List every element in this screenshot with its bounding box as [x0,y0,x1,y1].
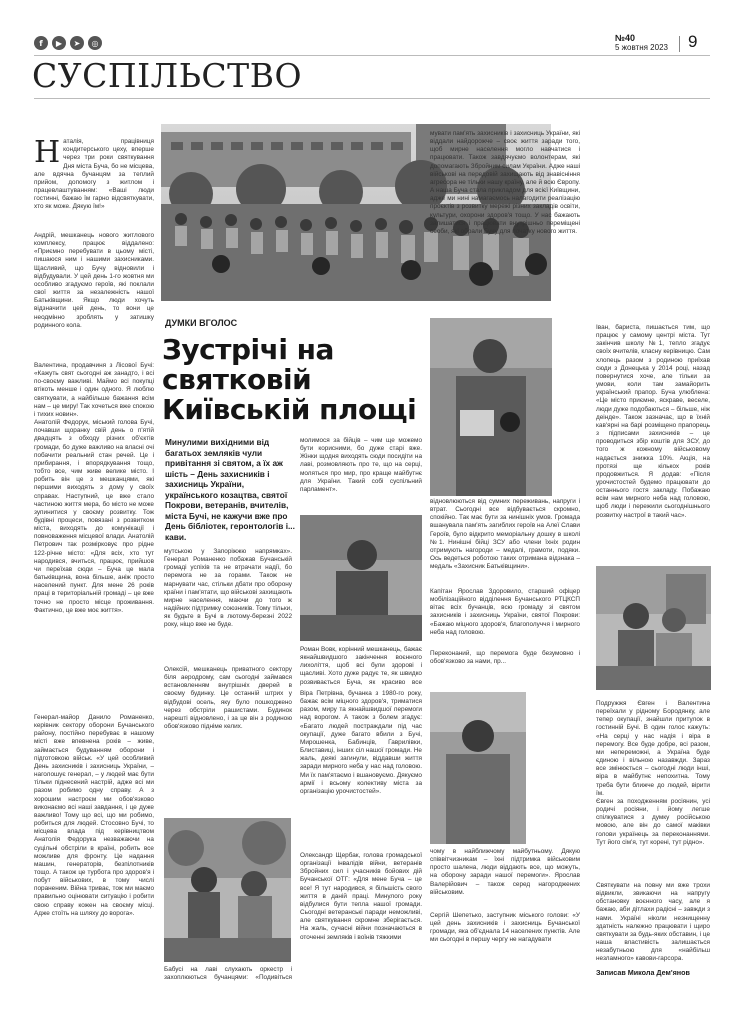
section-rule [34,98,710,99]
couple-photo [596,566,711,690]
column-1a [34,130,154,228]
column-4b: відновлюються від сумних переживань, напруги і втрат. Сьогодні все відбувається скромно, спокійно. Так має бути за нинішніх умов. Громада вшанувала пам'ять загиблих героїв на Алеї Слави Героїв, було відкрито меморіальну дошку в школі №1. Нинішні бійці ЗСУ або члени їхніх родин отримують нагороди – медалі, грамоти, подяки. Ось ведеться роботою таких отримана відзнака – медаль «Захисник Батьківщини». [430,498,580,571]
page-number: 9 [688,32,698,51]
column-2c: Бабусі на лаві слухають оркестр і захоплюються бучанцями: «Подивіться [164,966,292,982]
col1a-text: аталія, працівниця кондитерського цеху, вперше через три роки святкування Дня міста Буча, бо не місцева, але вдячна бучанцям за теплий прийом, допомогу з житлом і працевлаштуванням: «Ваші люди гостинні, бажаю їм гарно відсвяткувати, хто як може. Дякую їм!» [34,138,154,211]
column-4f: Сергій Шепетько, заступник міського голови: «У цей день захисників і захисниць Бучанської громади, яка об'єднала 14 населених пунктів. Але ми сьогодні в першу чергу не нагадувати [430,912,580,944]
dropcap: Н [34,135,61,171]
kicker: ДУМКИ ВГОЛОС [165,318,238,328]
column-3d: Олександр Щербак, голова громадської організації інвалідів війни, ветеранів Збройних сил і учасників бойових дій Бучанської ОТГ: «Для мене Буча – це все! Я тут народився, я більшість свого життя в даній праці. Минулого року відбулися бути тепла нашої громади. Сьогодні ветеранські паради неможливі, але святкування скромне зберігається. На жаль, сучасні війни позначаються в оточенні земляків і воїнів тяжкими [300,852,422,941]
column-1b: Андрій, мешканець нового житлового комплексу, працює віддалено: «Приємно перебувати в цьому місті, пишаюся ним і нашими захисниками. Щасливий, що Бучу відновили і відбудували. У цей день 1-го жовтня ми особливо згадуємо героїв, які поклали свої життя за незалежність нашої Батьківщини. Якщо люди хочуть відзначити цей день, то вони це неодмінно зроблять у затишку родинного кола. [34,232,154,329]
column-3c: Віра Петрівна, бучанка з 1980-го року, бажає всім міцного здоров'я, триматися разом, миру та якнайшвидшої перемоги над ворогом. А також з болем згадує: «Багато людей постраждали під час окупації, дуже багато вбили з Бучі, Мирошенка, Бабинців, Гаврилівки, Блиставиці, інших сіл нашої громади. Не жаль, деякі загинули, віддавши життя заради мирного неба у нас над головою. Ми їх пам'ятаємо і вшановуємо. Дякуємо армії і всьому колективу міста за організацію урочистостей». [300,690,422,795]
issue-info [615,34,668,52]
soldier-award-photo [430,318,552,496]
column-1c: Валентина, продавчиня з Лісової Бучі: «Кажуть свят сьогодні аж занадто, і всі по-своєму важливі. Маймо всі покупці втікоть менше і один одного. Я люблю святкувати, а найбільше бажання всім нам – це миру! Так хочеться вже спокою і тихих новин». Анатолій Федорук, міський голова Бучі, почавши щоранку свій день о п'ятій двадцять з обходу різних об'єктів громади, бо дуже важливо на власні очі побачити реальний стан речей. Це і прибирання, і впорядкування тощо, тобто все, чим живе велике місто. І робить він це з мешканцями, які першими виходять з дому у своїх справах. Наступний, це вже стало частиною життя мера, бо місто не може зупинитися у своєму розвитку. Тож будівні процеси, повязані з розвитком міста, виходять до комунікації і повноваження місцевої влади. Анатолій Петрович так розмірковує про рідне 122-річне місто: «Для всіх, хто тут народився, вчиться, працює, прийшов чи переїхав сюди – Буча це мала батьківщина, вона більше, аніж просто населений пункт. Для мене 26 років праці в територіальній громаді – це вже точно не просто місце проживання. Фактично, це вже моє життя». [34,362,154,614]
column-4d: Переконаний, що перемога буде безумовно і обов'язково за нами, пр... [430,650,580,666]
headline: Зустрічі на святковій Київській площі [162,333,417,426]
issue-number: №40 [615,33,636,43]
column-5a: Іван, бариста, пишається тим, що працює у самому центрі міста. Тут закінчив школу №1, тепло згадує своїх вчителів, класну керівницю. Сам хлопець разом з родиною приїхав сюди з Донецька у 2014 році, назад повернутися хоче, але тільки за умови, коли там замайорить український прапор. Буча улюблена: «Це місто приємне, яскраве, веселе, люди дуже подобаються – більше, ніж деінде». Також зазначає, що в їхній кав'ярні на барі розміщено прапорець з підписами захисників – це проводиться збір коштів для ЗСУ, до того ж кожному військовому надається знижка 10%. Акція, на протязі ще кількох років продовжиться. Я додав: «Після урочистостей будемо працювати до останнього гостя закладу. Побажаю всім нам мирного неба над головою, щоб люди і пережили сьогоднішнього розвитку настрої в такий час». [596,324,710,519]
grandmothers-photo [164,818,291,962]
column-5c: Святкувати на повну ми вже трохи відвикли, звикаючи на напругу обстановку воєнного часу, але я бажаю, аби дітлахи радісні – завжди з нами. Україні ніколи незнищенну здатність належно працювати і щиро святкувати за будь-яких обставин, і це наша властивість залишається незабутньою для «найбільш незламного» кавови-гарсора. [596,882,710,963]
facebook-icon[interactable]: f [34,36,48,50]
column-3a: молимося за бійців – чим ще можемо бути корисними, бо дуже старі вже. Жінки щодня виходять сюди посидіти на лаві, розмовляють про те, що на серці, моляться про мир, про краще майбутнє для України. Такий собі суспільний парламент». [300,437,422,493]
social-icons [34,36,102,50]
column-2b: Олексій, мешканець приватного сектору біля аеродрому, сам сьогодні займався встановленням внутрішніх дверей в своєму будинку. Це останній штрих у відбудові осель, яку було пошкоджено через обстріли рашистами. Будинок нарешті відновлено, і за це він з родиною обов'язково підніме келих. [164,666,292,731]
issue-date: 5 жовтня 2023 [615,43,668,52]
column-1d: Генерал-майор Данило Романенко, керівник сектору оборони Бучанського району, постійно перебуває в нашому місті вже впевнена років – живе, займається будуванням оборони і підготовкою військ. «У цей особливий День захисників і захисниць України, – наголошує генерал, – у людей має бути тільки піднесений настрій, адже всі ми разом робимо одну справу. А з хорошим настроєм ми обов'язково виконаємо всі наші завдання, і це дуже важливо! Тому що всі, що ми робимо, робиться для людей. Стосовно Бучі, то місцева влада під керівництвом Анатолія Федорука незважаючи на суцільні обстріли в країні, робить все можливе для фронту. Це надання машин, генераторів, безпілотників тощо. А також це турбота про здоров'я і побут військових, в тому числі пораненим. Війна триває, тож ми маємо правильно оцінювати ситуацію і робити свою справу кожен на своєму місці. Адже стоїть на шляху до ворога». [34,714,154,917]
instagram-icon[interactable]: ◎ [88,36,102,50]
youtube-icon[interactable]: ▶ [52,36,66,50]
signature: Записав Микола Дем'янов [596,968,690,977]
column-4a: мувати пам'ять захисників і захисниць України, які віддали найдорожче – своє життя заради того, щоб мирне населення могло навчатися і працювати. Також завдячуємо волонтерам, які допомагають Збройним силам України. Адже наші військові на передовій захищають від знавісніння агресора не тільки нашу країну, але й всю Європу. А наша Буча стала прикладом для всієї Київщини, адже ми нині намагаємось налагодити реалізацію проєктів з розвитку мережі різних закладів освіти, культури, охорони здоров'я тощо. У нас бажають залишатися і працювати внутрішньо переміщені особи, які обрали Бучу для початку нового життя. [430,130,580,235]
column-5b: Подружжя Євген і Валентина переїхали у рідному Бородянку, але тепер окупації, знайшли притулок в гостинній Бучі. В один голос кажуть: «На серці у нас надія і віра в перемогу. Все буде добре, всі разом, ми непереможні, а Україна буде єдиною і вільною назавжди. Зараз все змінюється – сьогодні люди інші, віра в майбутнє непохитна. Тому треба бути ближче до людей, вірити їм. Євген за походженням росіянин, усі родичі росіяни, і йому легше спілкуватися з думку російською мовою, але він до самої маківки голови українець за переконаннями. Тут його сім'я, тут корені, тут рідно». [596,700,710,846]
telegram-icon[interactable]: ➤ [70,36,84,50]
column-4c: Капітан Ярослав Здоровило, старший офіцер мобілізаційного відділення Бучанського РТЦКСП вітає всіх бучанців, всю громаду зі святом захисників і захисниць України, святої Покрови: «Бажаю міцного здоров'я, благополуччя і мирного неба над головою. [430,588,580,636]
lead-paragraph: Минулими вихідними від багатьох земляків чули привітання зі святом, а їх аж шість – День захисників і захисниць України, українського козацтва, святої Покрови, ветеранів, вчителів, міста Бучі, не кажучи вже про День бібліотек, геронтологів і... кави. [165,437,295,542]
column-2a: мутською у Запоріжжю напрямках». Генерал Романенко побажав Бучанській громаді успіхів та не втрачати надії, бо перемога не за горами. Також не марнувати час, стільки дбати про оборону країни і пам'ятати, що військові захищають мирне населення, маючи до того ж надійних підтримку союзників. Тому тільки, як будьте в Бучі в лютому-березні 2022 року, ніщо вже не буде. [164,548,292,629]
soldier-cap-photo [430,692,526,844]
column-3b: Роман Вовк, корінний мешканець, бажає якнайшвидшого закінчення воєнного лихоліття, щоб всі були здорові і щасливі. Хото дуже радує те, як швидко розвивається Буча, як красиво все [300,646,422,686]
column-4e: чому в найближчому майбутньому. Дякую співвітчизникам – їхні підтримка військовим просто шалена, люди віддають все, що можуть, на оборону заради нашої перемоги». Ярослав Валерійович – також серед нагороджених військовим. [430,848,580,896]
roman-vovk-photo [300,515,422,641]
section-title: СУСПІЛЬСТВО [32,56,302,95]
header-divider [679,36,680,52]
